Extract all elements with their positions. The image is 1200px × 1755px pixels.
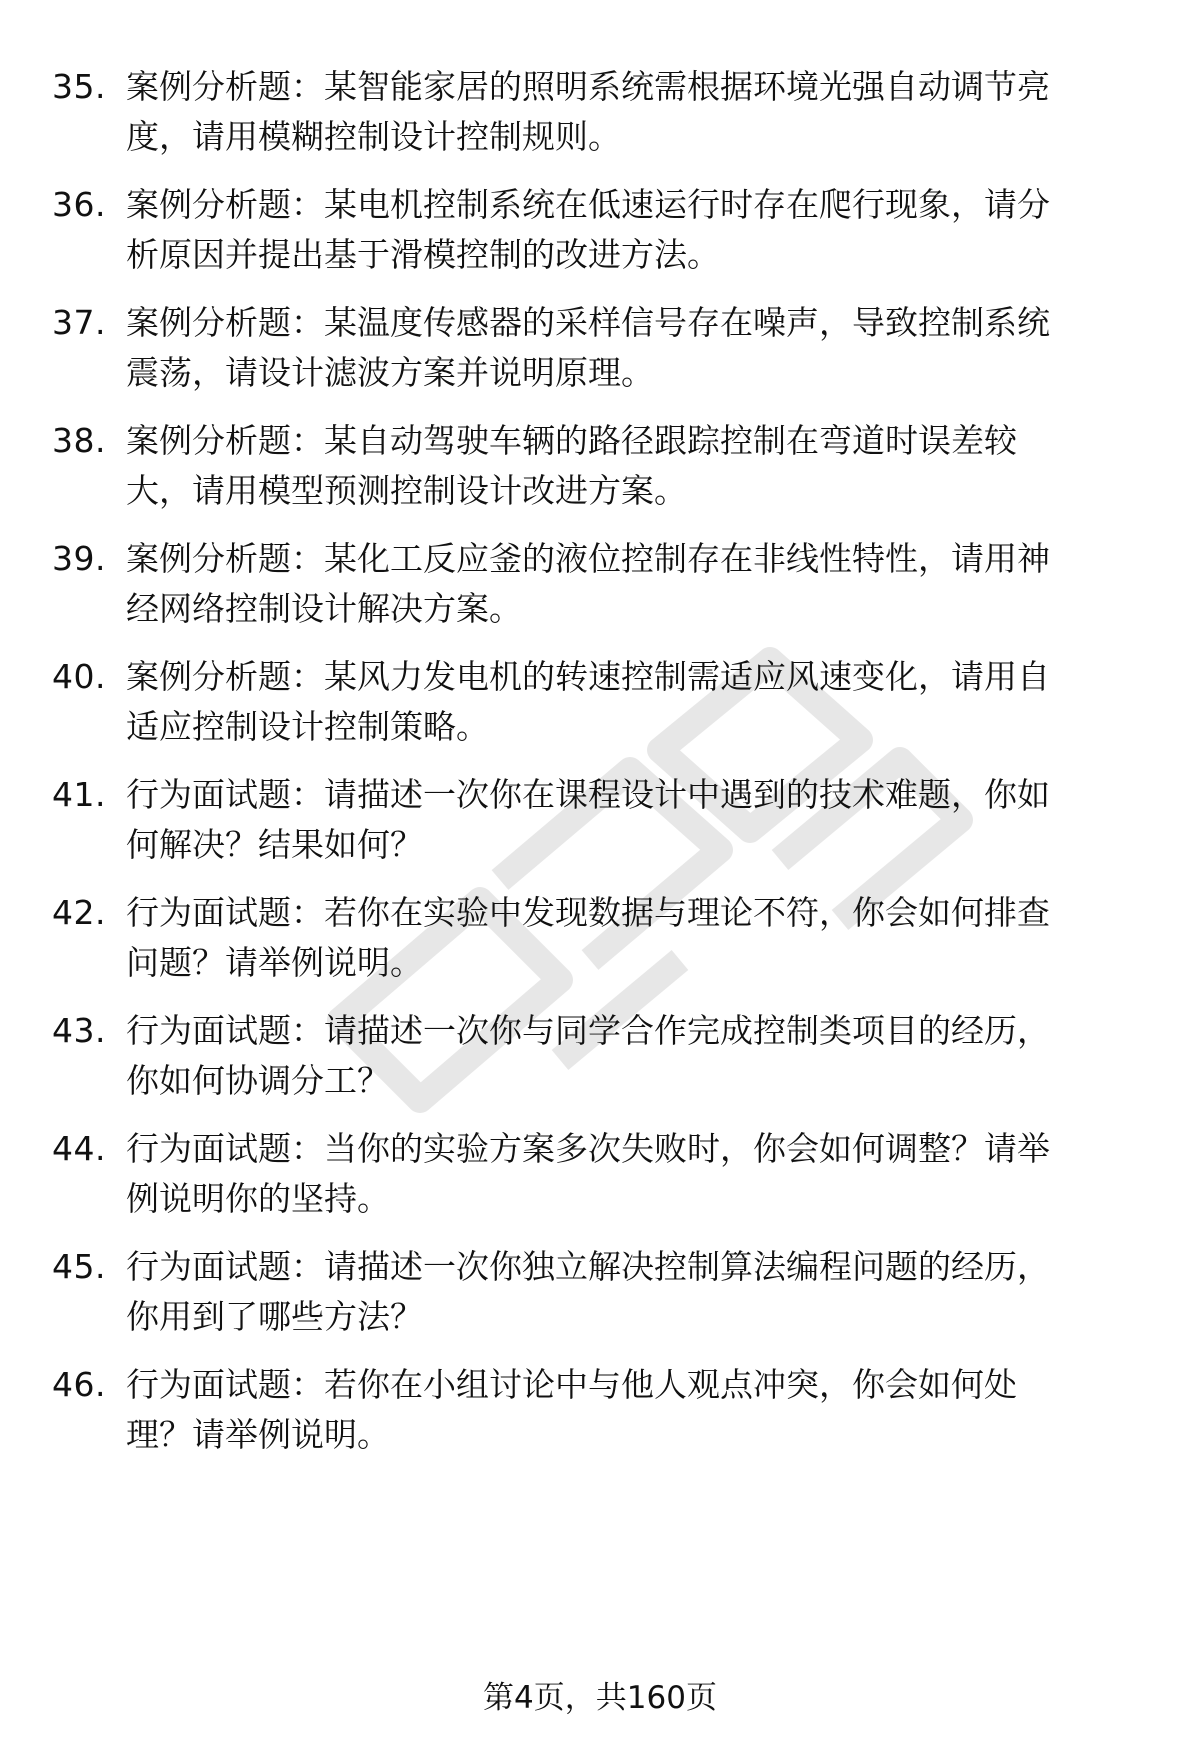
question-text-line: 理？请举例说明。 xyxy=(126,1415,390,1454)
question-text xyxy=(126,1006,1138,1106)
list-item xyxy=(0,770,1200,880)
question-text xyxy=(126,534,1138,634)
list-item xyxy=(0,534,1200,644)
list-item xyxy=(0,62,1200,172)
list-item xyxy=(0,1006,1200,1116)
list-item xyxy=(0,888,1200,998)
question-number: 37. xyxy=(52,303,106,342)
question-text-line: 何解决？结果如何？ xyxy=(126,825,423,864)
question-number: 39. xyxy=(52,539,106,578)
question-number: 44. xyxy=(52,1129,106,1168)
question-text xyxy=(126,180,1138,280)
question-text xyxy=(126,416,1138,516)
question-text-line: 行为面试题：当你的实验方案多次失败时，你会如何调整？请举 xyxy=(126,1129,1050,1168)
question-number: 35. xyxy=(52,67,106,106)
question-text-line: 行为面试题：请描述一次你独立解决控制算法编程问题的经历， xyxy=(126,1247,1050,1286)
list-item xyxy=(0,1124,1200,1234)
question-text xyxy=(126,1124,1138,1224)
question-text-line: 度，请用模糊控制设计控制规则。 xyxy=(126,117,621,156)
question-text-line: 案例分析题：某温度传感器的采样信号存在噪声，导致控制系统 xyxy=(126,303,1050,342)
question-text-line: 行为面试题：若你在小组讨论中与他人观点冲突，你会如何处 xyxy=(126,1365,1017,1404)
question-text xyxy=(126,888,1138,988)
question-number: 45. xyxy=(52,1247,106,1286)
question-text-line: 案例分析题：某化工反应釜的液位控制存在非线性特性，请用神 xyxy=(126,539,1050,578)
question-number: 42. xyxy=(52,893,106,932)
question-text-line: 案例分析题：某风力发电机的转速控制需适应风速变化，请用自 xyxy=(126,657,1050,696)
list-item xyxy=(0,1360,1200,1470)
question-text-line: 行为面试题：请描述一次你与同学合作完成控制类项目的经历， xyxy=(126,1011,1050,1050)
question-number: 41. xyxy=(52,775,106,814)
page-indicator: 第4页，共160页 xyxy=(483,1680,717,1716)
list-item xyxy=(0,416,1200,526)
question-text xyxy=(126,1360,1138,1460)
question-number: 46. xyxy=(52,1365,106,1404)
list-item xyxy=(0,180,1200,290)
question-text-line: 大，请用模型预测控制设计改进方案。 xyxy=(126,471,687,510)
question-text-line: 适应控制设计控制策略。 xyxy=(126,707,489,746)
question-text-line: 例说明你的坚持。 xyxy=(126,1179,390,1218)
question-text-line: 案例分析题：某电机控制系统在低速运行时存在爬行现象，请分 xyxy=(126,185,1050,224)
list-item xyxy=(0,1242,1200,1352)
question-number: 36. xyxy=(52,185,106,224)
list-item xyxy=(0,652,1200,762)
question-text-line: 经网络控制设计解决方案。 xyxy=(126,589,522,628)
question-text-line: 你用到了哪些方法？ xyxy=(126,1297,423,1336)
question-text-line: 你如何协调分工？ xyxy=(126,1061,390,1100)
question-text-line: 震荡，请设计滤波方案并说明原理。 xyxy=(126,353,654,392)
question-text xyxy=(126,770,1138,870)
question-number: 43. xyxy=(52,1011,106,1050)
question-text-line: 行为面试题：请描述一次你在课程设计中遇到的技术难题，你如 xyxy=(126,775,1050,814)
question-text-line: 析原因并提出基于滑模控制的改进方法。 xyxy=(126,235,720,274)
question-text-line: 行为面试题：若你在实验中发现数据与理论不符，你会如何排查 xyxy=(126,893,1050,932)
list-item xyxy=(0,298,1200,408)
question-text xyxy=(126,1242,1138,1342)
question-text-line: 问题？请举例说明。 xyxy=(126,943,423,982)
question-text-line: 案例分析题：某智能家居的照明系统需根据环境光强自动调节亮 xyxy=(126,67,1050,106)
question-text xyxy=(126,62,1138,162)
question-text xyxy=(126,298,1138,398)
question-text-line: 案例分析题：某自动驾驶车辆的路径跟踪控制在弯道时误差较 xyxy=(126,421,1017,460)
question-text xyxy=(126,652,1138,752)
question-number: 40. xyxy=(52,657,106,696)
question-number: 38. xyxy=(52,421,106,460)
